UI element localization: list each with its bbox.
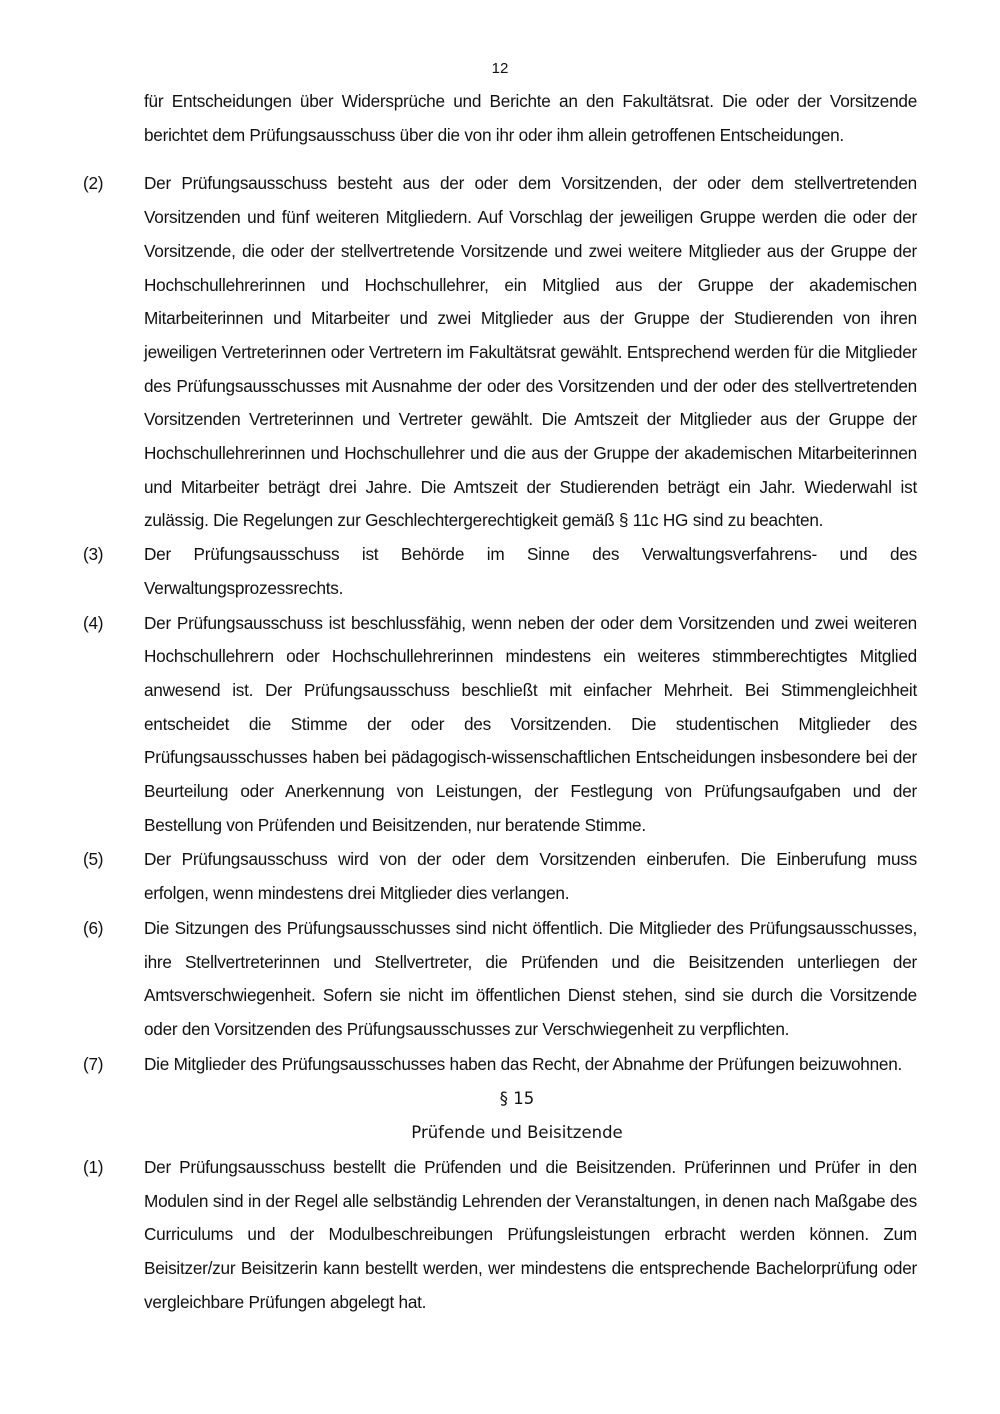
paragraph-6	[83, 912, 917, 1047]
paragraph-text: Der Prüfungsausschuss wird von der oder dem Vorsitzenden einberufen. Die Einberufung muss erfolgen, wenn mindestens drei Mitglieder dies verlangen.	[144, 849, 917, 904]
paragraph-7	[83, 1048, 917, 1082]
paragraph-2	[83, 167, 917, 538]
paragraph-number: (2)	[83, 173, 104, 194]
paragraph-number: (7)	[83, 1053, 104, 1074]
paragraph-text: Die Mitglieder des Prüfungsausschusses haben das Recht, der Abnahme der Prüfungen beizuwohnen.	[144, 1053, 903, 1074]
paragraph-text: Der Prüfungsausschuss ist beschlussfähig, wenn neben der oder dem Vorsitzenden und zwei weiteren Hochschullehrern oder Hochschullehrerinnen mindestens ein weiteres stimmberechtigtes Mitglied anwesend ist. Der Prüfungsausschuss beschließt mit einfacher Mehrheit. Bei Stimmengleichheit entscheidet die Stimme der oder des Vorsitzenden. Die studentischen Mitglieder des Prüfungsausschusses haben bei pädagogisch-wissenschaftlichen Entscheidungen insbesondere bei der Beurteilung oder Anerkennung von Leistungen, der Festlegung von Prüfungsaufgaben und der Bestellung von Prüfenden und Beisitzenden, nur beratende Stimme.	[144, 612, 917, 835]
paragraph-number: (6)	[83, 917, 104, 938]
paragraph-text: Die Sitzungen des Prüfungsausschusses sind nicht öffentlich. Die Mitglieder des Prüfungsausschusses, ihre Stellvertreterinnen und Stellvertreter, die Prüfenden und die Beisitzenden unterliegen der Amtsverschwiegenheit. Sofern sie nicht im öffentlichen Dienst stehen, sind sie durch die Vorsitzende oder den Vorsitzenden des Prüfungsausschusses zur Verschwiegenheit zu verpflichten.	[144, 917, 917, 1039]
paragraph-text: für Entscheidungen über Widersprüche und Berichte an den Fakultätsrat. Die oder der Vorsitzende berichtet dem Prüfungsausschuss über die von ihr oder ihm allein getroffenen Entscheidungen.	[144, 91, 917, 145]
paragraph-3	[83, 538, 917, 605]
continued-paragraph	[83, 85, 917, 152]
paragraph-text: Der Prüfungsausschuss ist Behörde im Sinne des Verwaltungsverfahrens- und des Verwaltungsprozessrechts.	[144, 544, 917, 598]
section-number: § 15	[499, 1089, 535, 1109]
paragraph-number: (4)	[83, 612, 104, 633]
paragraph-number: (5)	[83, 849, 104, 870]
paragraph-5	[83, 843, 917, 910]
paragraph-text: Der Prüfungsausschuss besteht aus der oder dem Vorsitzenden, der oder dem stellvertretenden Vorsitzenden und fünf weiteren Mitgliedern. Auf Vorschlag der jeweiligen Gruppe werden die oder der Vorsitzende, die oder der stellvertretende Vorsitzende und zwei weitere Mitglieder aus der Gruppe der Hochschullehrerinnen und Hochschullehrer, ein Mitglied aus der Gruppe der akademischen Mitarbeiterinnen und Mitarbeiter und zwei Mitglieder aus der Gruppe der Studierenden von ihren jeweiligen Vertreterinnen oder Vertretern im Fakultätsrat gewählt. Entsprechend werden für die Mitglieder des Prüfungsausschusses mit Ausnahme der oder des Vorsitzenden und der oder des stellvertretenden Vorsitzenden Vertreterinnen und Vertreter gewählt. Die Amtszeit der Mitglieder aus der Gruppe der Hochschullehrerinnen und Hochschullehrer und die aus der Gruppe der akademischen Mitarbeiterinnen und Mitarbeiter beträgt drei Jahre. Die Amtszeit der Studierenden beträgt ein Jahr. Wiederwahl ist zulässig. Die Regelungen zur Geschlechtergerechtigkeit gemäß § 11c HG sind zu beachten.	[144, 173, 917, 531]
paragraph-number: (3)	[83, 544, 104, 565]
section-title: Prüfende und Beisitzende	[411, 1123, 623, 1143]
paragraph-4	[83, 607, 917, 843]
page-number: 12	[491, 60, 509, 77]
paragraph-text: Der Prüfungsausschuss bestellt die Prüfenden und die Beisitzenden. Prüferinnen und Prüfer in den Modulen sind in der Regel alle selbständig Lehrenden der Veranstaltungen, in denen nach Maßgabe des Curriculums und der Modulbeschreibungen Prüfungsleistungen erbracht werden können. Zum Beisitzer/zur Beisitzerin kann bestellt werden, wer mindestens die entsprechende Bachelorprüfung oder vergleichbare Prüfungen abgelegt hat.	[144, 1156, 917, 1312]
section-15-paragraph-1	[83, 1151, 917, 1320]
paragraph-number: (1)	[83, 1156, 104, 1177]
document-body	[83, 85, 917, 1319]
